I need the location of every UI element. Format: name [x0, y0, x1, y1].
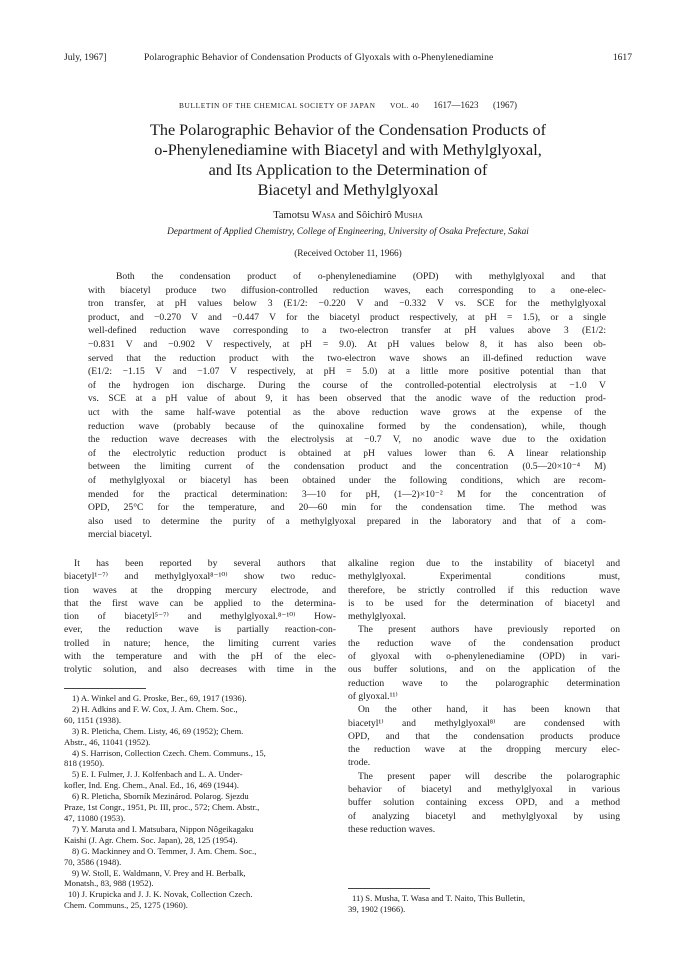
footnote: 2) H. Adkins and F. W. Cox, J. Am. Chem. Soc.,	[72, 703, 238, 714]
footnote: 9) W. Stoll, E. Waldmann, V. Prey and H. Berbalk,	[72, 867, 246, 878]
page-number: 1617	[612, 52, 632, 63]
footnote-divider	[64, 688, 146, 689]
body-line: It has been reported by several authors that	[74, 558, 336, 569]
abstract-line: served that the reduction product with the two-electron wave shows an ill-defined reduction wave	[88, 352, 606, 364]
abstract-line: the reduction wave decreases with the electrolysis at −0.7 V, no anodic wave due to the oxidation	[88, 434, 606, 446]
bulletin-line	[64, 100, 632, 110]
title-line: Biacetyl and Methylglyoxal	[257, 181, 439, 199]
body-line: of glyoxal.¹¹⁾	[348, 690, 398, 702]
right-column-body	[348, 557, 620, 836]
journal-year: (1967)	[492, 100, 517, 110]
abstract-line: well-defined reduction wave corresponding to a two-electron transfer at pH values above 3 (E1/2:	[88, 325, 606, 337]
footnote: 8) G. Mackinney and O. Temmer, J. Am. Chem. Soc.,	[72, 845, 257, 856]
footnote: 6) R. Pleticha, Sborník Mezinárod. Polarog. Sjezdu	[72, 791, 249, 802]
body-line: trolytic solution, and also decreases with time in the	[64, 664, 336, 676]
body-line: biacetyl¹⁻⁷⁾ and methylglyoxal⁸⁻¹⁰⁾ show two reduc-	[64, 571, 336, 583]
body-line: of analyzing biacetyl and methylglyoxal by using	[348, 810, 620, 822]
journal-volume: VOL. 40	[389, 101, 420, 110]
body-line: that the first wave can be applied to the determina-	[64, 597, 336, 609]
right-footnote	[348, 893, 620, 915]
title-line: The Polarographic Behavior of the Condensation Products of	[149, 121, 547, 139]
footnote: 7) Y. Maruta and I. Matsubara, Nippon Nôgeikagaku	[72, 823, 254, 834]
footnote: Kaishi (J. Agr. Chem. Soc. Japan), 28, 125 (1954).	[64, 834, 238, 845]
footnote: Abstr., 46, 11041 (1952).	[64, 736, 151, 747]
abstract-line: product, and −0.270 V and −0.447 V for the biacetyl product respectively, at pH = 1.5), or a single	[88, 311, 606, 323]
abstract-line: OPD, 25°C for the temperature, and 20—60 min for the condensation time. The method was	[88, 502, 606, 514]
left-column-body	[64, 557, 336, 677]
body-line: trode.	[348, 757, 371, 769]
body-line: tion waves at the dropping mercury electrode, and	[64, 584, 336, 596]
body-line: The present authors have previously reported on	[358, 624, 620, 636]
body-line: trolled in nature; hence, the limiting current varies	[64, 637, 336, 649]
abstract-line: of methylglyoxal or biacetyl has been obtained under the following conditions, which are recom-	[88, 474, 606, 486]
footnote: 3) R. Pleticha, Chem. Listy, 46, 69 (1952); Chem.	[72, 725, 244, 736]
footnote: 818 (1950).	[64, 758, 105, 769]
body-line: reduction wave to the polarographic determination	[348, 677, 620, 689]
abstract-line: of the hydrogen ion discharge. During the course of the controlled-potential electrolysis at −1.0 V	[88, 379, 606, 391]
footnote: Chem. Communs., 25, 1275 (1960).	[64, 900, 188, 911]
abstract-line: (E1/2: −1.15 V and −1.07 V respectively, at pH = 5.0) at a little more positive potential than that	[88, 366, 606, 378]
author2-family: Musha	[394, 210, 423, 221]
body-line: of glyoxal with o-phenylenediamine (OPD) in vari-	[348, 651, 620, 663]
header-date: July, 1967]	[64, 52, 107, 63]
abstract-line: −0.831 V and −0.902 V respectively, at pH = 9.0). At pH values below 8, it has also been ob-	[88, 338, 606, 350]
title-line: and Its Application to the Determination of	[208, 161, 488, 179]
author1-family: Wasa	[311, 210, 336, 221]
journal-pages: 1617—1623	[433, 100, 479, 110]
footnote: 1) A. Winkel and G. Proske, Ber., 69, 1917 (1936).	[72, 693, 247, 703]
paper-title	[80, 120, 616, 200]
body-line: methylglyoxal. Experimental conditions must,	[348, 571, 620, 583]
footnote: 47, 11080 (1953).	[64, 812, 126, 823]
footnote: 11) S. Musha, T. Wasa and T. Naito, This Bulletin,	[352, 893, 526, 903]
footnotes-list	[64, 693, 336, 911]
journal-name: BULLETIN OF THE CHEMICAL SOCIETY OF JAPAN	[179, 101, 376, 110]
body-line: the reduction wave of the condensation product	[348, 637, 620, 649]
footnote: Praze, 1st Congr., 1951, Pt. III, proc., 572; Chem. Abstr.,	[64, 802, 260, 813]
footnote: 60, 1151 (1938).	[64, 714, 121, 725]
abstract	[88, 270, 606, 542]
body-line: with the temperature and with the pH of the elec-	[64, 651, 336, 663]
abstract-line: mended for the practical determination: 3—10 for pH, (1—2)×10⁻² M for the concentration of	[88, 488, 606, 500]
abstract-line: tron transfer, at pH values below 3 (E1/2: −0.220 V and −0.332 V vs. SCE for the methylglyoxal	[88, 298, 606, 310]
footnote: Monatsh., 83, 988 (1952).	[64, 878, 154, 889]
abstract-line: Both the condensation product of o-phenylenediamine (OPD) with methylglyoxal and that	[116, 271, 606, 282]
footnote-divider	[348, 888, 430, 889]
body-line: these reduction waves.	[348, 823, 436, 835]
footnote: 70, 3586 (1948).	[64, 856, 122, 867]
affiliation: Department of Applied Chemistry, College of Engineering, University of Osaka Prefecture, Sakai	[167, 227, 529, 237]
abstract-line: with biacetyl produce two diffusion-controlled reduction waves, each corresponding to a one-elec-	[88, 284, 606, 296]
author-conjunction: and	[338, 210, 354, 221]
body-line: ever, the reduction wave is partially reaction-con-	[64, 624, 336, 636]
body-line: the reduction wave at the dropping mercury elec-	[348, 744, 620, 756]
body-line: methylglyoxal.	[348, 611, 406, 623]
author2-given: Sôichirô	[356, 210, 392, 221]
abstract-line: reduction wave (probably because of the quinoxaline formed by the condensation), while, though	[88, 420, 606, 432]
body-line: is to be used for the determination of biacetyl and	[348, 597, 620, 609]
footnote: 5) E. I. Fulmer, J. J. Kolfenbach and L. A. Under-	[72, 769, 243, 780]
running-header	[64, 52, 632, 66]
abstract-line: mercial biacetyl.	[88, 529, 152, 541]
abstract-line: also used to determine the purity of a methylglyoxal prepared in the laboratory and that of a com-	[88, 515, 606, 527]
body-line: buffer solution containing excess OPD, and a method	[348, 797, 620, 809]
body-line: biacetyl¹⁾ and methylglyoxal⁸⁾ are condensed with	[348, 717, 620, 729]
body-line: therefore, be strictly controlled if this reduction wave	[348, 584, 620, 596]
footnote: kofler, Ind. Eng. Chem., Anal. Ed., 16, 469 (1944).	[64, 780, 239, 791]
footnote: 4) S. Harrison, Collection Czech. Chem. Communs., 15,	[72, 747, 266, 758]
received-date: (Received October 11, 1966)	[294, 249, 402, 259]
abstract-line: uct with the same half-wave potential as the above reduction wave grows at the expense of the	[88, 406, 606, 418]
body-line: alkaline region due to the instability of biacetyl and	[348, 558, 620, 569]
header-running-title: Polarographic Behavior of Condensation Products of Glyoxals with o-Phenylenediamine	[144, 52, 494, 63]
body-line: The present paper will describe the polarographic	[358, 770, 620, 782]
body-line: ous buffer solutions, and on the application of the	[348, 664, 620, 676]
author1-given: Tamotsu	[273, 210, 310, 221]
title-line: o-Phenylenediamine with Biacetyl and with Methylglyoxal,	[154, 141, 542, 159]
body-line: behavior of biacetyl and methylglyoxal in various	[348, 784, 620, 796]
footnote: 10) J. Krupicka and J. J. K. Novak, Collection Czech.	[68, 889, 253, 900]
body-line: On the other hand, it has been known that	[358, 704, 620, 716]
abstract-line: of the electrolytic reduction product is obtained at pH values lower than 6. A linear relationship	[88, 447, 606, 459]
author-line	[64, 210, 632, 221]
footnote: 39, 1902 (1966).	[348, 903, 406, 914]
body-line: OPD, and that the condensation products produce	[348, 730, 620, 742]
abstract-line: between the limiting current of the condensation product and the concentration (0.5—20×10⁻⁴ M)	[88, 461, 606, 473]
body-line: tion of biacetyl⁵⁻⁷⁾ and methylglyoxal.⁸⁻¹⁰⁾ How-	[64, 611, 336, 623]
abstract-line: vs. SCE at a pH value of about 9, it has been observed that the anodic wave of the reduction prod-	[88, 393, 606, 405]
